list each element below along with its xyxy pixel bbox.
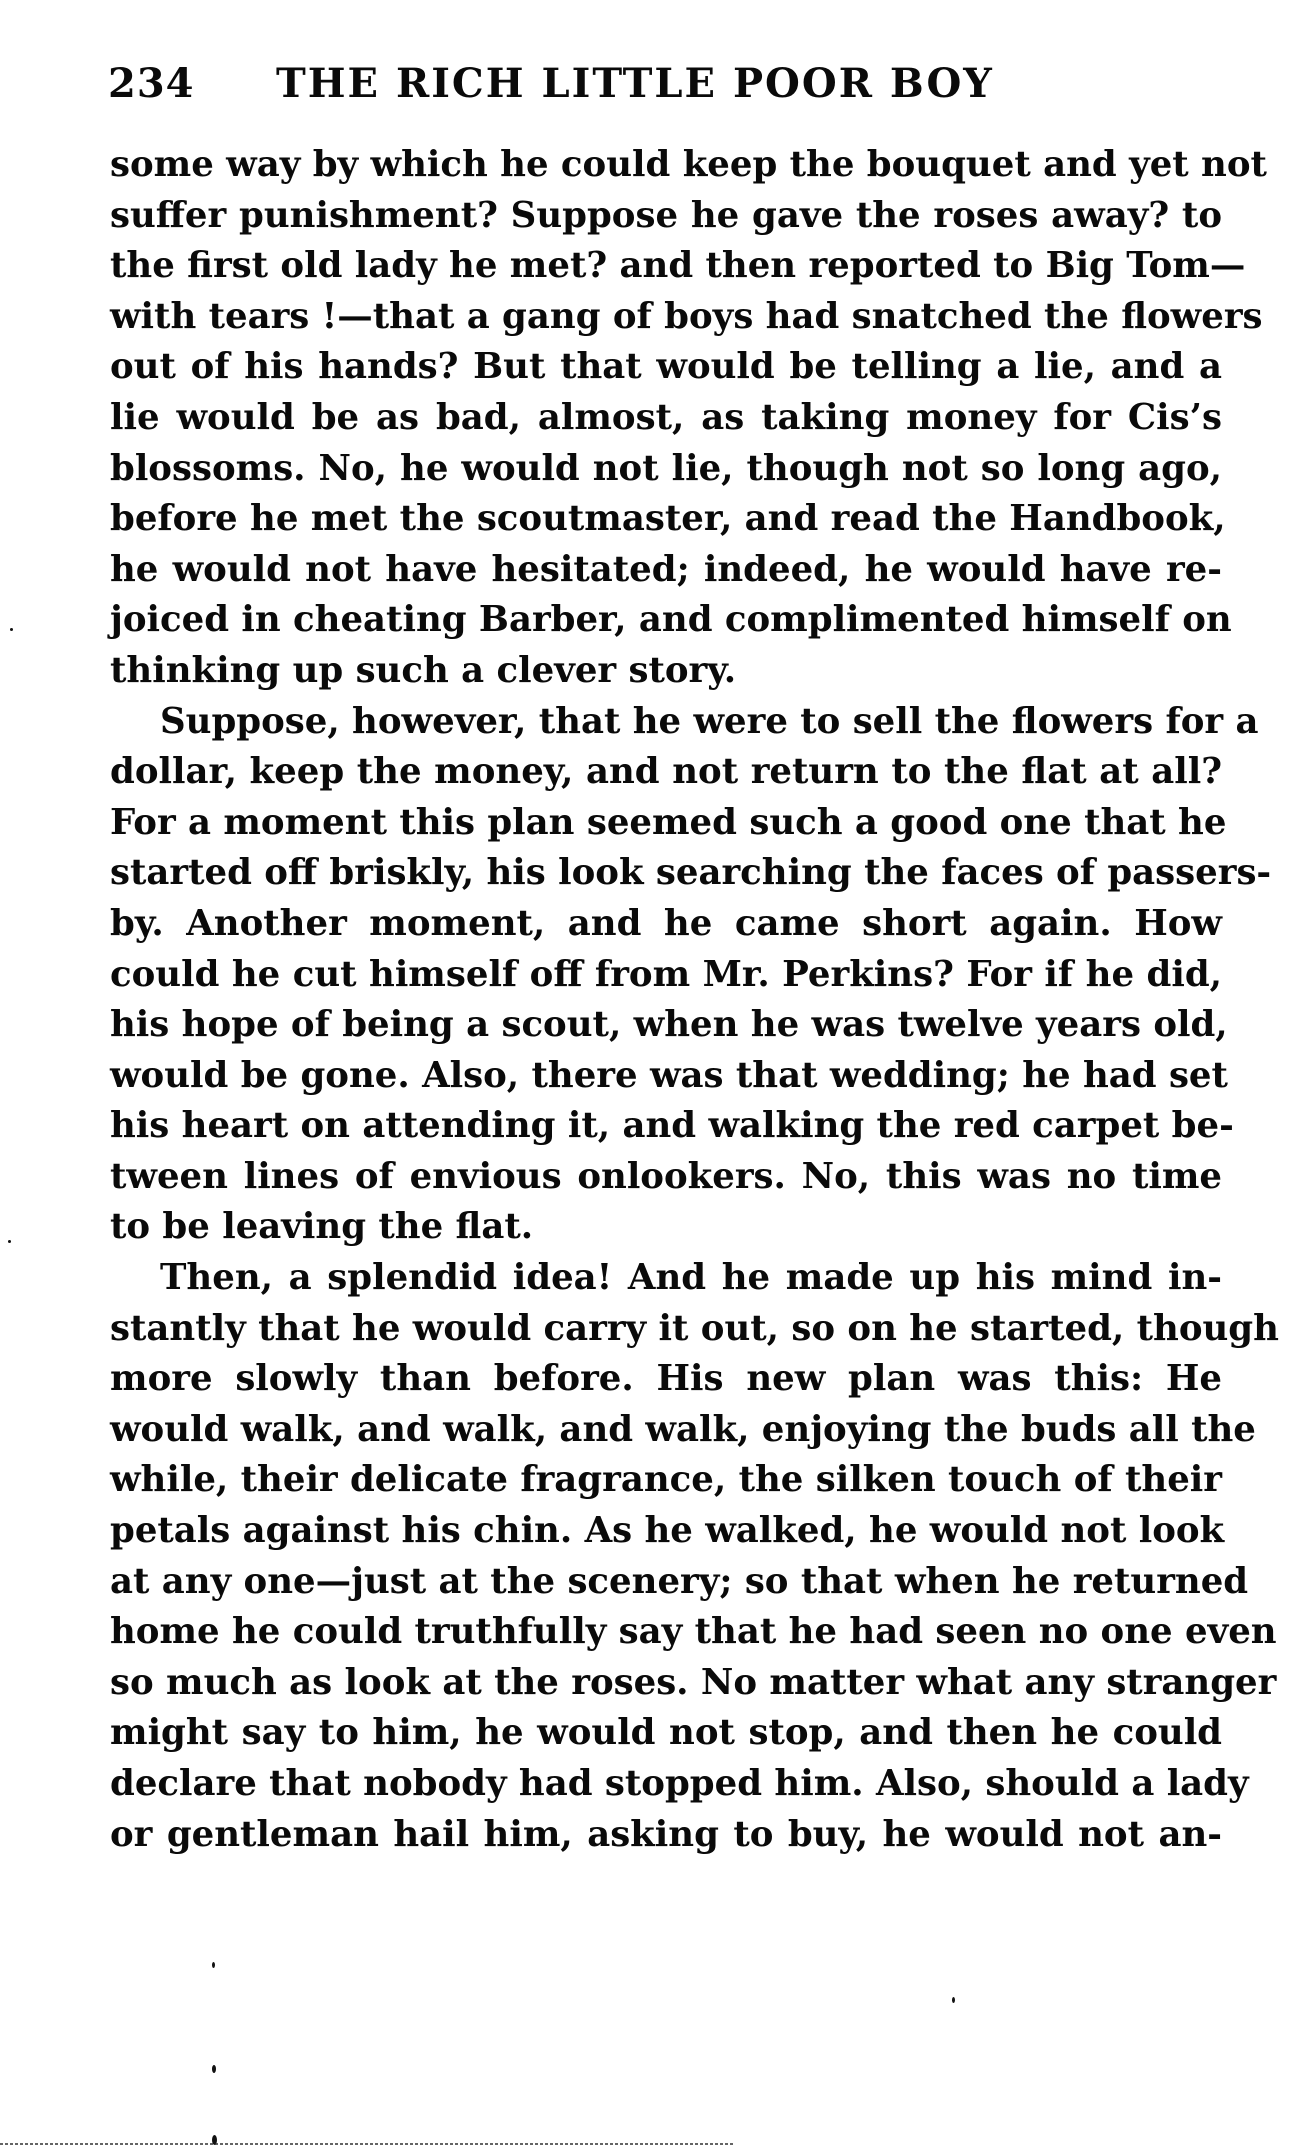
text-line: he would not have hesitated; indeed, he would have re- — [110, 548, 1222, 590]
text-line: would be gone. Also, there was that wedding; he had set — [110, 1054, 1228, 1096]
text-line: started off briskly, his look searching the faces of passers- — [110, 852, 1272, 894]
text-line: while, their delicate fragrance, the silken touch of their — [110, 1459, 1222, 1501]
text-line: more slowly than before. His new plan was this: He — [110, 1358, 1222, 1400]
scan-speck — [952, 1997, 955, 2003]
paragraph-3 — [110, 1253, 1279, 1860]
text-line: thinking up such a clever story. — [110, 649, 737, 691]
scan-speck — [212, 2065, 216, 2073]
page-bottom-edge — [0, 2143, 735, 2145]
text-line: blossoms. No, he would not lie, though not so long ago, — [110, 447, 1222, 489]
text-line: so much as look at the roses. No matter what any stranger — [110, 1661, 1277, 1703]
text-line: would walk, and walk, and walk, enjoying the buds all the — [110, 1408, 1256, 1450]
text-line: declare that nobody had stopped him. Also, should a lady — [110, 1763, 1249, 1804]
text-line: out of his hands? But that would be telling a lie, and a — [110, 346, 1222, 388]
text-line: For a moment this plan seemed such a good one that he — [110, 801, 1227, 843]
text-line: joiced in cheating Barber, and complimented himself on — [110, 599, 1232, 641]
text-line: Suppose, however, that he were to sell the flowers for a — [160, 700, 1259, 742]
page-number: 234 — [108, 60, 195, 107]
text-line: Then, a splendid idea! And he made up his mind in- — [160, 1257, 1222, 1299]
text-line: might say to him, he would not stop, and then he could — [110, 1712, 1222, 1754]
text-line: suffer punishment? Suppose he gave the roses away? to — [110, 194, 1222, 236]
text-line: tween lines of envious onlookers. No, this was no time — [110, 1155, 1222, 1197]
text-line: before he met the scoutmaster, and read the Handbook, — [110, 498, 1226, 540]
text-line: the first old lady he met? and then reported to Big Tom— — [110, 245, 1246, 287]
text-line: his hope of being a scout, when he was twelve years old, — [110, 1004, 1228, 1046]
text-line: with tears !—that a gang of boys had snatched the flowers — [110, 295, 1263, 337]
scan-speck — [212, 1962, 215, 1968]
scan-speck — [8, 1240, 11, 1243]
text-line: home he could truthfully say that he had seen no one even — [110, 1611, 1277, 1653]
text-line: at any one—just at the scenery; so that when he returned — [110, 1560, 1249, 1602]
running-header — [108, 60, 1218, 116]
text-line: to be leaving the flat. — [110, 1206, 534, 1248]
text-line: could he cut himself off from Mr. Perkins? For if he did, — [110, 953, 1222, 995]
body-text — [110, 140, 1279, 1860]
paragraph-1 — [110, 140, 1267, 697]
scan-speck — [10, 628, 13, 631]
text-line: his heart on attending it, and walking the red carpet be- — [110, 1105, 1234, 1147]
paragraph-2 — [110, 697, 1272, 1254]
text-line: some way by which he could keep the bouquet and yet not — [110, 144, 1267, 185]
text-line: by. Another moment, and he came short again. How — [110, 902, 1222, 944]
text-line: petals against his chin. As he walked, he would not look — [110, 1510, 1225, 1552]
text-line: stantly that he would carry it out, so on he started, though — [110, 1307, 1279, 1349]
text-line: dollar, keep the money, and not return to the flat at all? — [110, 751, 1222, 793]
text-line: or gentleman hail him, asking to buy, he would not an- — [110, 1813, 1222, 1855]
running-title: THE RICH LITTLE POOR BOY — [276, 60, 994, 107]
text-line: lie would be as bad, almost, as taking money for Cis’s — [110, 396, 1222, 438]
